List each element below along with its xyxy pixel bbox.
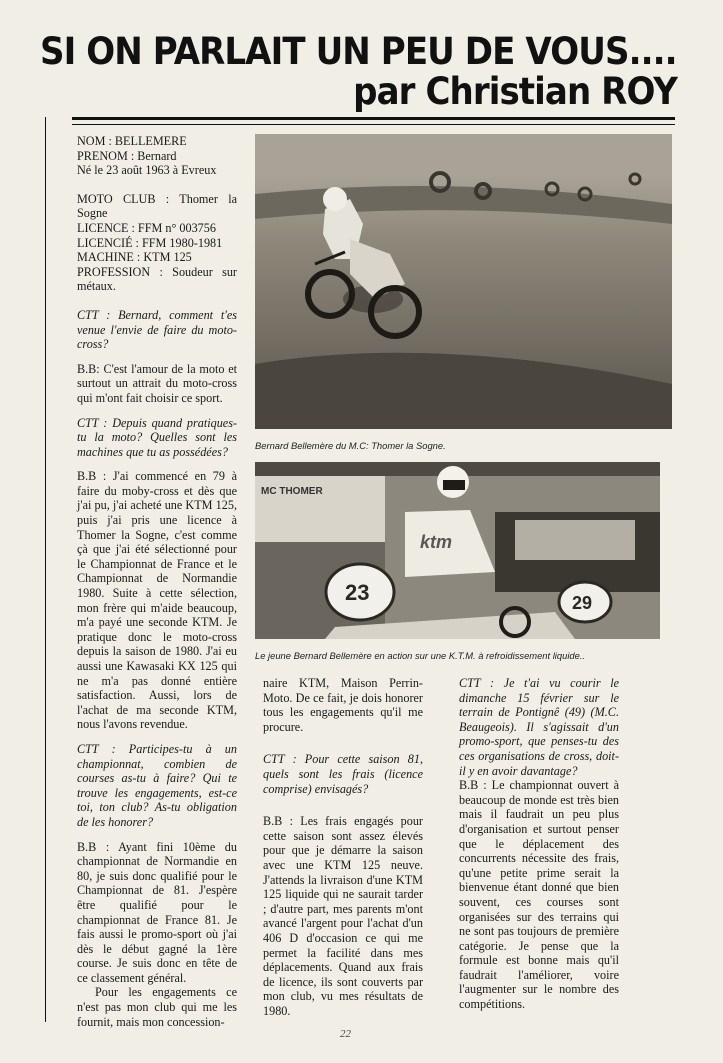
photo-caption-1: Bernard Bellemère du M.C: Thomer la Sogne. — [255, 440, 446, 451]
detail-licence: LICENCE : FFM n° 003756 — [77, 220, 216, 235]
identity-name: NOM : BELLEMERE — [77, 134, 187, 148]
answer-4: B.B : Les frais engagés pour cette saison sont assez élevés pour que je démarre la saison avec une KTM 125 neuve. J'attends la livraison d'une KTM 125 liquide qui ne saurait tarder ; d'autre part, mes parents m'ont avancé l'argent pour l'achat d'un 406 D d'occasion ce qui me permet la facilité dans mes déplacements. Quand aux frais de licence, ils sont couverts par mon club, vu mes résultats de 1980. — [263, 814, 423, 1018]
answer-2: B.B : J'ai commencé en 79 à faire du moby-cross et dès que j'ai pu, j'ai acheté une KTM 125, puis j'ai pris une licence à Thomer la Sogne, c'est comme çà que j'ai été sélectionné pour le Championnat de France et le Championnat de Normandie 1980. Suite à cette sélection, mon frère qui m'aide beaucoup, m'a payé une seconde KTM. Je pratique donc le moto-cross depuis la saison de 1980. J'ai eu aussi une Kawasaki KX 125 qui ne m'a pas donné entière satisfaction. Aussi, lors de l'achat de ma seconde KTM, nous l'avons revendue. — [77, 469, 237, 732]
identity-firstname: PRENOM : Bernard — [77, 148, 177, 163]
column-2 — [263, 676, 423, 1028]
details-block — [77, 192, 237, 294]
banner-text: MC THOMER — [261, 486, 323, 497]
article-byline: par Christian ROY — [353, 70, 677, 113]
answer-1: B.B: C'est l'amour de la moto et surtout un attrait du moto-cross qui m'ont fait choisir ce sport. — [77, 361, 237, 405]
answer-5: B.B : Le championnat ouvert à beaucoup de monde est très bien mais il faudrait un peu plus d'organisation et surtout penser que le déplacement des concurrents nécessite des frais, qu'une petite prime serait la bienvenue étant donné que bien souvent, ces courses sont organisées sur des terrains qui ne sont pas toujours de première catégorie. Je pense que la formule est bonne mais qu'il faudrait l'améliorer, voire l'augmenter sur le nombre des compétitions. — [459, 778, 619, 1012]
photo-rider-ktm — [255, 462, 660, 639]
detail-machine: MACHINE : KTM 125 — [77, 250, 192, 265]
detail-profession: PROFESSION : Soudeur sur métaux. — [77, 264, 237, 294]
answer-3-end: naire KTM, Maison Perrin-Moto. De ce fait, je dois honorer tous les engagements qu'il me procure. — [263, 676, 423, 734]
identity-birth: Né le 23 août 1963 à Evreux — [77, 163, 217, 178]
top-rule-thin — [72, 124, 675, 125]
question-1: CTT : Bernard, comment t'es venue l'envie de faire du moto-cross? — [77, 307, 237, 352]
column-1 — [77, 134, 237, 1029]
photo-rider-cornering — [255, 134, 672, 429]
question-5: CTT : Je t'ai vu courir le dimanche 15 février sur le terrain de Pontignê (49) (M.C. Beaugeois). Il s'agissait d'un promo-sport, que penses-tu des ces organisations de cross, doit-il y en avoir davantage? — [459, 676, 619, 778]
question-3: CTT : Participes-tu à un championnat, combien de courses as-tu à faire? Qui te trouve les engagements, est-ce toi, ton club? As-tu obligation de les honorer? — [77, 741, 237, 829]
article-title: SI ON PARLAIT UN PEU DE VOUS.... — [40, 30, 677, 73]
photo-caption-2: Le jeune Bernard Bellemère en action sur une K.T.M. à refroidissement liquide.. — [255, 650, 586, 661]
detail-licencie: LICENCIÉ : FFM 1980-1981 — [77, 235, 223, 250]
column-3 — [459, 676, 619, 1022]
answer-3: B.B : Ayant fini 10ème du championnat de Normandie en 80, je suis donc qualifié pour le Championnat de 81. J'espère être qualifié pour le championnat de France 81. Je fais aussi le promo-sport où j'ai dès le début gagné la 1ère course. Je suis donc en tête de ce classement général. — [77, 839, 237, 985]
number-plate-1: 23 — [345, 580, 370, 605]
top-rule-thick — [72, 117, 675, 120]
question-4: CTT : Pour cette saison 81, quels sont les frais (licence comprise) envisagés? — [263, 752, 423, 796]
left-column-rule — [45, 117, 46, 1022]
question-2: CTT : Depuis quand pratiques-tu la moto? Quelles sont les machines que tu as possédées? — [77, 415, 237, 459]
page-number: 22 — [340, 1028, 351, 1040]
detail-club: MOTO CLUB : Thomer la Sogne — [77, 191, 237, 221]
jersey-text: ktm — [420, 532, 453, 552]
answer-3-continued: Pour les engagements ce n'est pas mon club qui me les fournit, mais mon concession- — [77, 985, 237, 1029]
identity-block — [77, 134, 237, 178]
number-plate-2: 29 — [572, 593, 593, 613]
